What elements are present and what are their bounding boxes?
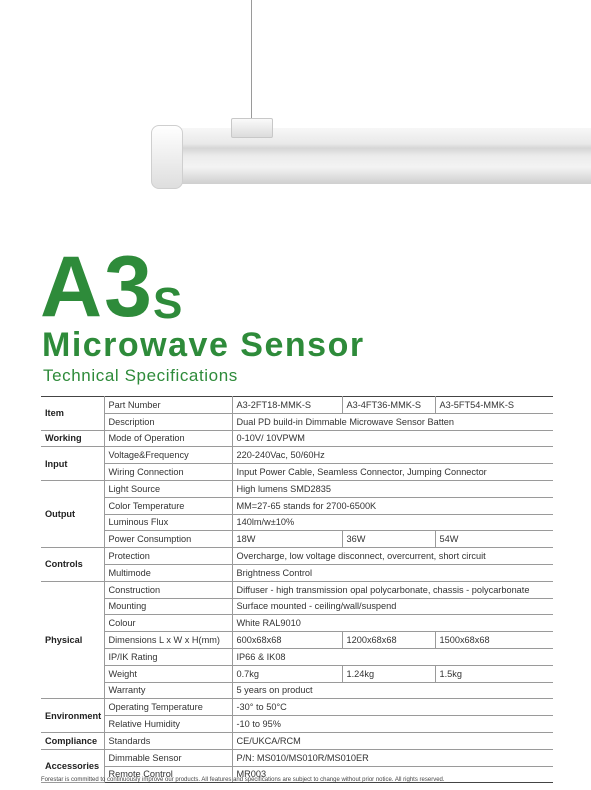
cell: Overcharge, low voltage disconnect, overcurrent, short circuit	[232, 548, 553, 565]
cell: 0-10V/ 10VPWM	[232, 430, 553, 447]
row-label: Voltage&Frequency	[104, 447, 232, 464]
category-compliance: Compliance	[41, 732, 104, 749]
table-row	[41, 548, 553, 565]
row-label: Dimensions L x W x H(mm)	[104, 632, 232, 649]
suspension-wire	[251, 0, 252, 122]
cell: High lumens SMD2835	[232, 480, 553, 497]
cell: Surface mounted - ceiling/wall/suspend	[232, 598, 553, 615]
row-label: Weight	[104, 665, 232, 682]
table-row	[41, 514, 553, 531]
table-row	[41, 464, 553, 481]
row-label: Operating Temperature	[104, 699, 232, 716]
cell: A3-5FT54-MMK-S	[435, 397, 553, 414]
cell: P/N: MS010/MS010R/MS010ER	[232, 749, 553, 766]
cell: 1.5kg	[435, 665, 553, 682]
headline: Microwave Sensor	[42, 326, 365, 364]
table-row	[41, 749, 553, 766]
product-suffix: S	[153, 279, 183, 328]
row-label: Warranty	[104, 682, 232, 699]
row-label: Construction	[104, 581, 232, 598]
row-label: Multimode	[104, 564, 232, 581]
table-row	[41, 581, 553, 598]
cell: 18W	[232, 531, 342, 548]
table-row	[41, 480, 553, 497]
cell: 1.24kg	[342, 665, 435, 682]
row-label: Description	[104, 413, 232, 430]
cell: 1500x68x68	[435, 632, 553, 649]
table-row	[41, 632, 553, 649]
row-label: Relative Humidity	[104, 716, 232, 733]
cell: MM=27-65 stands for 2700-6500K	[232, 497, 553, 514]
row-label: Standards	[104, 732, 232, 749]
row-label: Mounting	[104, 598, 232, 615]
cell: Diffuser - high transmission opal polycarbonate, chassis - polycarbonate	[232, 581, 553, 598]
table-row	[41, 732, 553, 749]
row-label: Light Source	[104, 480, 232, 497]
cell: -10 to 95%	[232, 716, 553, 733]
row-label: Remote Control	[104, 766, 232, 783]
cell: White RAL9010	[232, 615, 553, 632]
product-image	[0, 0, 591, 230]
category-output: Output	[41, 480, 104, 547]
row-label: Colour	[104, 615, 232, 632]
row-label: Dimmable Sensor	[104, 749, 232, 766]
row-label: Luminous Flux	[104, 514, 232, 531]
row-label: Power Consumption	[104, 531, 232, 548]
category-working: Working	[41, 430, 104, 447]
table-row	[41, 564, 553, 581]
cell: A3-4FT36-MMK-S	[342, 397, 435, 414]
category-physical: Physical	[41, 581, 104, 699]
cell: 54W	[435, 531, 553, 548]
cell: A3-2FT18-MMK-S	[232, 397, 342, 414]
cell: 220-240Vac, 50/60Hz	[232, 447, 553, 464]
cell: Brightness Control	[232, 564, 553, 581]
cell: -30° to 50°C	[232, 699, 553, 716]
row-label: Wiring Connection	[104, 464, 232, 481]
cell: 0.7kg	[232, 665, 342, 682]
table-row	[41, 665, 553, 682]
table-row	[41, 648, 553, 665]
cell: 36W	[342, 531, 435, 548]
cell: Dual PD build-in Dimmable Microwave Sensor Batten	[232, 413, 553, 430]
suspension-clip	[231, 118, 273, 138]
product-title: A3	[40, 239, 154, 335]
table-row	[41, 430, 553, 447]
row-label: Mode of Operation	[104, 430, 232, 447]
table-row	[41, 682, 553, 699]
subheadline: Technical Specifications	[43, 366, 238, 385]
cell: 5 years on product	[232, 682, 553, 699]
cell: IP66 & IK08	[232, 648, 553, 665]
category-environment: Environment	[41, 699, 104, 733]
row-label: Color Temperature	[104, 497, 232, 514]
table-row	[41, 447, 553, 464]
cell: 1200x68x68	[342, 632, 435, 649]
batten-endcap	[151, 125, 183, 189]
category-item: Item	[41, 397, 104, 431]
table-row	[41, 531, 553, 548]
cell: Input Power Cable, Seamless Connector, Jumping Connector	[232, 464, 553, 481]
table-row	[41, 397, 553, 414]
row-label: IP/IK Rating	[104, 648, 232, 665]
cell: MR003	[232, 766, 553, 783]
row-label: Part Number	[104, 397, 232, 414]
row-label: Protection	[104, 548, 232, 565]
table-row	[41, 497, 553, 514]
table-row	[41, 699, 553, 716]
category-input: Input	[41, 447, 104, 481]
table-row	[41, 615, 553, 632]
category-controls: Controls	[41, 548, 104, 582]
batten-body	[155, 128, 591, 184]
cell: CE/UKCA/RCM	[232, 732, 553, 749]
category-accessories: Accessories	[41, 749, 104, 783]
cell: 140lm/w±10%	[232, 514, 553, 531]
table-row	[41, 716, 553, 733]
spec-table	[41, 396, 553, 783]
table-row	[41, 598, 553, 615]
table-row	[41, 413, 553, 430]
cell: 600x68x68	[232, 632, 342, 649]
footer-disclaimer: Forestar is committed to continuously improve our products. All features and specifications are subject to change without prior notice. All rights reserved.	[41, 777, 445, 783]
